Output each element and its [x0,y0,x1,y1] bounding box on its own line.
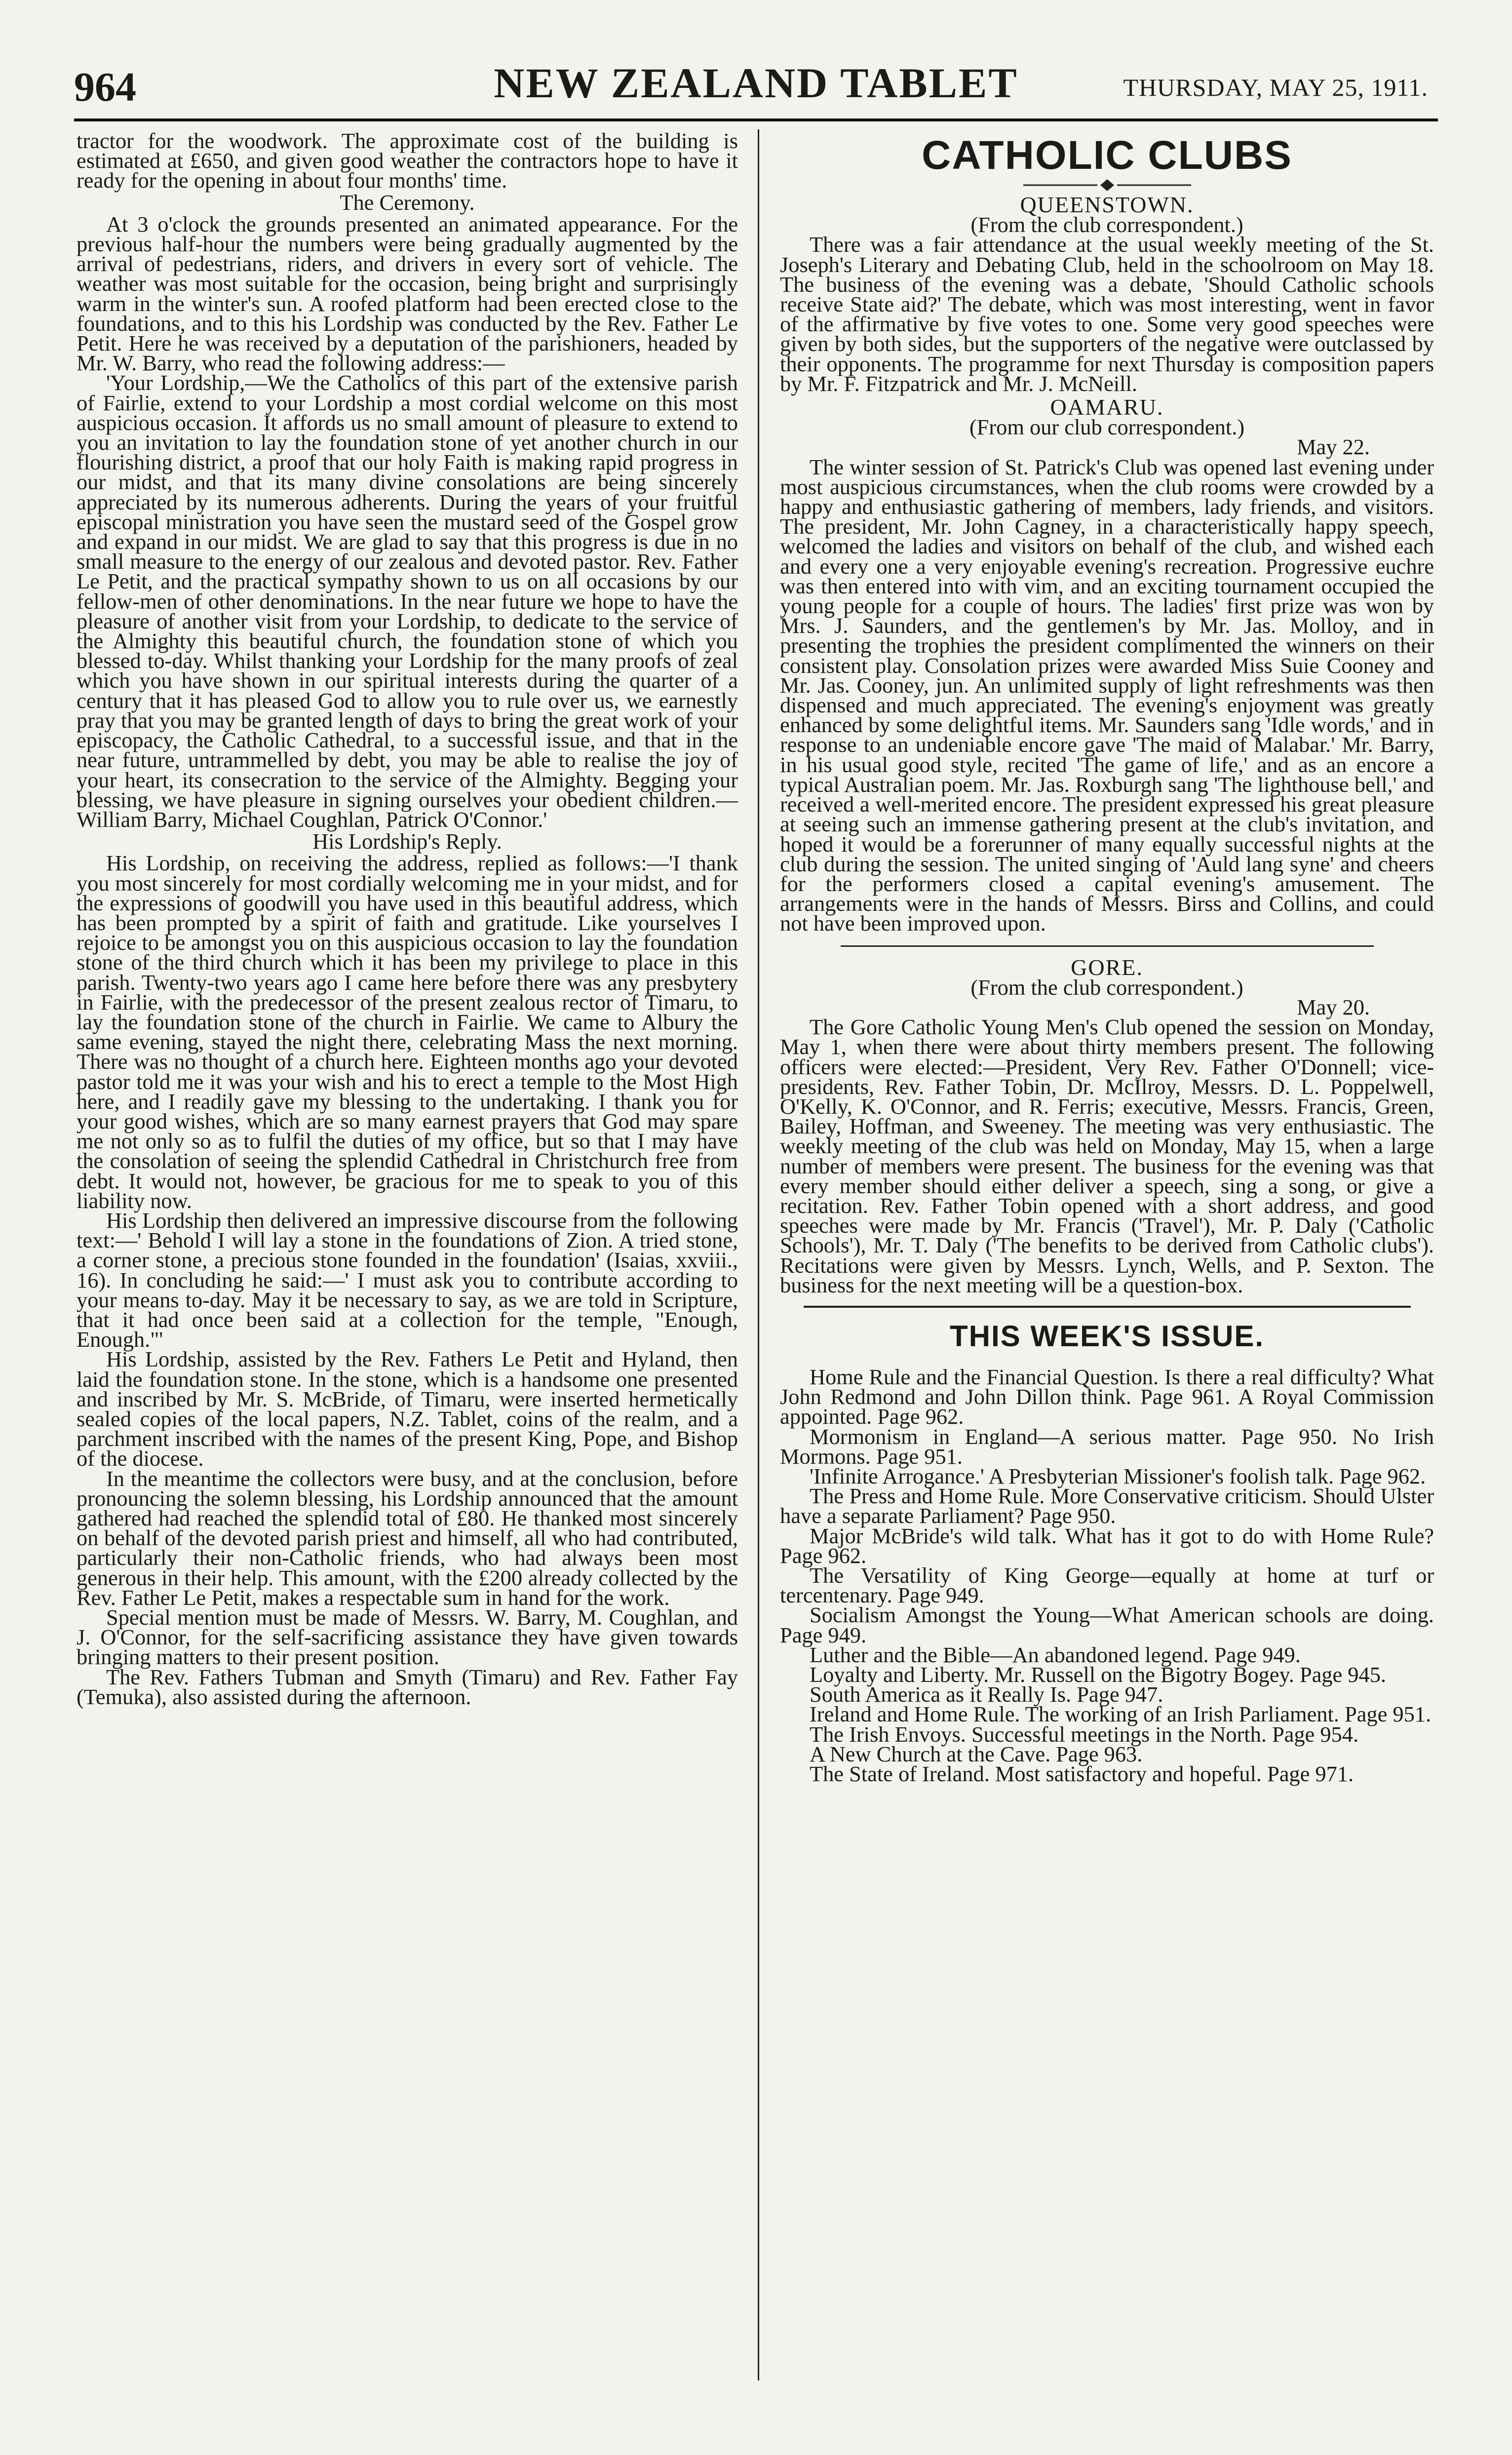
issue-item: Mormonism in England—A serious matter. Page 950. No Irish Mormons. Page 951. [780,1424,1434,1469]
gore-heading: GORE. [1071,954,1143,980]
paragraph-fathers: The Rev. Fathers Tubman and Smyth (Timaru) and Rev. Father Fay (Temuka), also assisted during the afternoon. [77,1664,738,1709]
issue-item: The State of Ireland. Most satisfactory and hopeful. Page 971. [810,1761,1354,1787]
page-number: 964 [74,64,136,110]
issue-item: Loyalty and Liberty. Mr. Russell on the Bigotry Bogey. Page 945. [810,1662,1386,1687]
issue-item: The Versatility of King George—equally at home at turf or tercentenary. Page 949. [780,1563,1434,1608]
paragraph-address: 'Your Lordship,—We the Catholics of this part of the extensive parish of Fairlie, extend to your Lordship a most cordial welcome on this most auspicious occasion. It affords us no small amount of pleasure to extend to you an invitation to lay the foundation stone of yet another church in our flourishing district, a proof that our holy Faith is making rapid progress in our midst, and that its many divine consolations are being sincerely appreciated by its numerous adherents. During the years of your fruitful episcopal ministration you have seen the mustard seed of the Gospel grow and expand in our midst. We are glad to say that this progress is due in no small measure to the energy of our zealous and devoted pastor. Rev. Father Le Petit, and the practical sympathy shown to us on all occasions by our fellow-men of other denominations. In the near future we hope to have the pleasure of another visit from your Lordship, to dedicate to the service of the Almighty this beautiful church, the foundation stone of which you blessed to-day. Whilst thanking your Lordship for the many proofs of zeal which you have shown in our spiritual interests during the quarter of a century that it has pleased God to allow you to rule over us, we earnestly pray that you may be granted length of days to bring the great work of your episcopacy, the Catholic Cathedral, to a successful issue, and that in the near future, untrammelled by debt, you may be able to realise the joy of your heart, its consecration to the service of the Almighty. Begging your blessing, we have pleasure in signing ourselves your obedient children.—William Barry, Michael Coughlan, Patrick O'Connor.' [77,370,738,832]
section-rule [804,1306,1411,1308]
paragraph-discourse: His Lordship then delivered an impressive discourse from the following text:—' Behold I will lay a stone in the foundations of Zion. A tried stone, a corner stone, a precious stone founded in the foundation' (Isaias, xxviii., 16). In concluding he said:—' I must ask you to contribute according to your means to-day. May it be necessary to say, as we are told in Scripture, that it had once been said at a collection for the temple, "Enough, Enough."' [77,1208,738,1352]
paragraph-collectors: In the meantime the collectors were busy, and at the conclusion, before pronouncing the solemn blessing, his Lordship announced that the amount gathered had reached the splendid total of £80. He thanked most sincerely on behalf of the devoted parish priest and himself, all who had contributed, particularly their non-Catholic friends, who had always been most generous in their help. This amount, with the £200 already collected by the Rev. Father Le Petit, makes a respectable sum in hand for the work. [77,1466,738,1610]
column-divider [758,129,759,2380]
masthead: NEW ZEALAND TABLET [494,59,1018,107]
header-rule [74,118,1438,121]
issue-item: Ireland and Home Rule. The working of an Irish Parliament. Page 951. [810,1702,1432,1727]
oamaru-source: (From our club correspondent.) [969,415,1245,440]
oamaru-heading: OAMARU. [1050,394,1164,420]
gore-date: May 20. [1297,994,1370,1019]
gore-source: (From the club correspondent.) [970,974,1243,1000]
left-column [77,128,738,1709]
issue-item: A New Church at the Cave. Page 963. [810,1741,1143,1766]
issue-item: Major McBride's wild talk. What has it got to do with Home Rule? Page 962. [780,1523,1434,1568]
article-continuation: tractor for the woodwork. The approximate cost of the building is estimated at £650, and given good weather the contractors hope to have it ready for the opening in about four months' time. [77,128,738,193]
dateline: THURSDAY, MAY 25, 1911. [1123,74,1428,101]
section-rule [841,945,1374,947]
issue-item: Socialism Amongst the Young—What American schools are doing. Page 949. [780,1602,1434,1647]
paragraph-special-mention: Special mention must be made of Messrs. W. Barry, M. Coughlan, and J. O'Connor, for the self-sacrificing assistance they have given towards bringing matters to their present position. [77,1605,738,1670]
issue-item: 'Infinite Arrogance.' A Presbyterian Missioner's foolish talk. Page 962. [810,1463,1426,1488]
this-weeks-issue-title: THIS WEEK'S ISSUE. [949,1319,1265,1353]
issue-item: The Irish Envoys. Successful meetings in the North. Page 954. [810,1721,1359,1747]
paragraph-reply: His Lordship, on receiving the address, replied as follows:—'I thank you most sincerely for most cordially welcoming me in your midst, and for the expressions of goodwill you have used in this beautiful address, which has been prompted by a spirit of faith and gratitude. Like yourselves I rejoice to be amongst you on this auspicious occasion to lay the foundation stone of the third church which it has been my privilege to place in this parish. Twenty-two years ago I came here before there was any presbytery in Fairlie, with the predecessor of the present zealous rector of Timaru, to lay the foundation stone of the church in Fairlie. We came to Albury the same evening, stayed the night there, celebrating Mass the next morning. There was no thought of a church here. Eighteen months ago your devoted pastor told me it was your wish and his to erect a temple to the Most High here, and I readily gave my blessing to the undertaking. I thank you for your good wishes, which are so many earnest prayers that God may spare me not only so as to fulfil the duties of my office, but so that I may have the consolation of seeing the splendid Cathedral in Christchurch free from debt. It would not, however, be gracious for me to speak to you of this liability now. [77,851,738,1213]
paragraph-ceremony: At 3 o'clock the grounds presented an animated appearance. For the previous half-hour the numbers were being gradually augmented by the arrival of pedestrians, riders, and drivers in every sort of vehicle. The weather was most suitable for the occasion, being bright and surprisingly warm in the winter's sun. A roofed platform had been erected close to the foundations, and to this his Lordship was conducted by the Rev. Father Le Petit. Here he was received by a deputation of the parishioners, headed by Mr. W. Barry, who read the following address:— [77,211,738,376]
issue-item: Home Rule and the Financial Question. Is there a real difficulty? What John Redmond and John Dillon think. Page 961. A Royal Commission appointed. Page 962. [780,1364,1434,1429]
issue-item: The Press and Home Rule. More Conservative criticism. Should Ulster have a separate Parliament? Page 950. [780,1483,1434,1528]
ornament-divider-icon [1023,179,1191,191]
issue-item: Luther and the Bible—An abandoned legend. Page 949. [810,1642,1301,1667]
oamaru-report: The winter session of St. Patrick's Club was opened last evening under most auspicious circumstances, when the club rooms were crowded by a happy and enthusiastic gathering of members, lady friends, and visitors. The president, Mr. John Cagney, in a characteristically happy speech, welcomed the ladies and visitors on behalf of the club, and wished each and every one a very enjoyable evening's recreation. Progressive euchre was then entered into with vim, and an exciting tournament occupied the young people for a couple of hours. The ladies' first prize was won by Mrs. J. Saunders, and the gentlemen's by Mr. Jas. Molloy, and in presenting the trophies the president complimented the winners on their consistent play. Consolation prizes were awarded Miss Suie Cooney and Mr. Jas. Cooney, jun. An unlimited supply of light refreshments was then dispensed and much appreciated. The evening's enjoyment was greatly enhanced by some delightful items. Mr. Saunders sang 'Idle words,' and in response to an undeniable encore gave 'The maid of Malabar.' Mr. Barry, in his usual good style, recited 'The game of life,' and as an encore a typical Australian poem. Mr. Jas. Roxburgh sang 'The lighthouse bell,' and received a well-merited encore. The president expressed his great pleasure at seeing such an immense gathering present at the club's invitation, and hoped it would be a forerunner of many equally successful nights at the club during the session. The united singing of 'Auld lang syne' and cheers for the performers closed a capital evening's amusement. The arrangements were in the hands of Messrs. Birss and Collins, and could not have been improved upon. [780,454,1434,936]
issue-item: South America as it Really Is. Page 947. [810,1682,1163,1707]
queenstown-source: (From the club correspondent.) [970,212,1243,237]
subhead-ceremony: The Ceremony. [340,190,475,215]
gore-report: The Gore Catholic Young Men's Club opened the session on Monday, May 1, when there were about thirty members present. The following officers were elected:—President, Very Rev. Father O'Donnell; vice-presidents, Rev. Father Tobin, Dr. McIlroy, Messrs. D. L. Poppelwell, O'Kelly, K. O'Connor, and R. Ferris; executive, Messrs. Francis, Green, Bailey, Hoffman, and Sweeney. The meeting was very enthusiastic. The weekly meeting of the club was held on Monday, May 15, when a large number of members were present. The business for the evening was that every member should either deliver a speech, sing a song, or give a recitation. Rev. Father Tobin opened with a short address, and good speeches were made by Mr. Francis ('Travel'), Mr. P. Daly ('Catholic Schools'), Mr. T. Daly ('The benefits to be derived from Catholic clubs'). Recitations were given by Messrs. Lynch, Wells, and P. Sexton. The business for the next meeting will be a question-box. [780,1014,1434,1297]
subhead-reply: His Lordship's Reply. [312,829,502,854]
queenstown-heading: QUEENSTOWN. [1020,192,1194,217]
oamaru-date: May 22. [1297,434,1370,460]
catholic-clubs-title: CATHOLIC CLUBS [922,133,1292,178]
queenstown-report: There was a fair attendance at the usual weekly meeting of the St. Joseph's Literary and Debating Club, held in the schoolroom on May 18. The business of the evening was a debate, 'Should Catholic schools receive State aid?' The debate, which was most interesting, went in favor of the affirmative by five votes to one. Some very good speeches were given by both sides, but the supporters of the negative were outclassed by their opponents. The programme for next Thursday is composition papers by Mr. F. Fitzpatrick and Mr. J. McNeill. [780,232,1434,396]
paragraph-foundation-stone: His Lordship, assisted by the Rev. Fathers Le Petit and Hyland, then laid the foundation stone. In the stone, which is a handsome one presented and inscribed by Mr. S. McBride, of Timaru, were inserted hermetically sealed copies of the local papers, N.Z. Tablet, coins of the realm, and a parchment inscribed with the names of the present King, Pope, and Bishop of the diocese. [77,1347,738,1471]
page-header [74,58,1438,117]
right-column [780,131,1434,1787]
